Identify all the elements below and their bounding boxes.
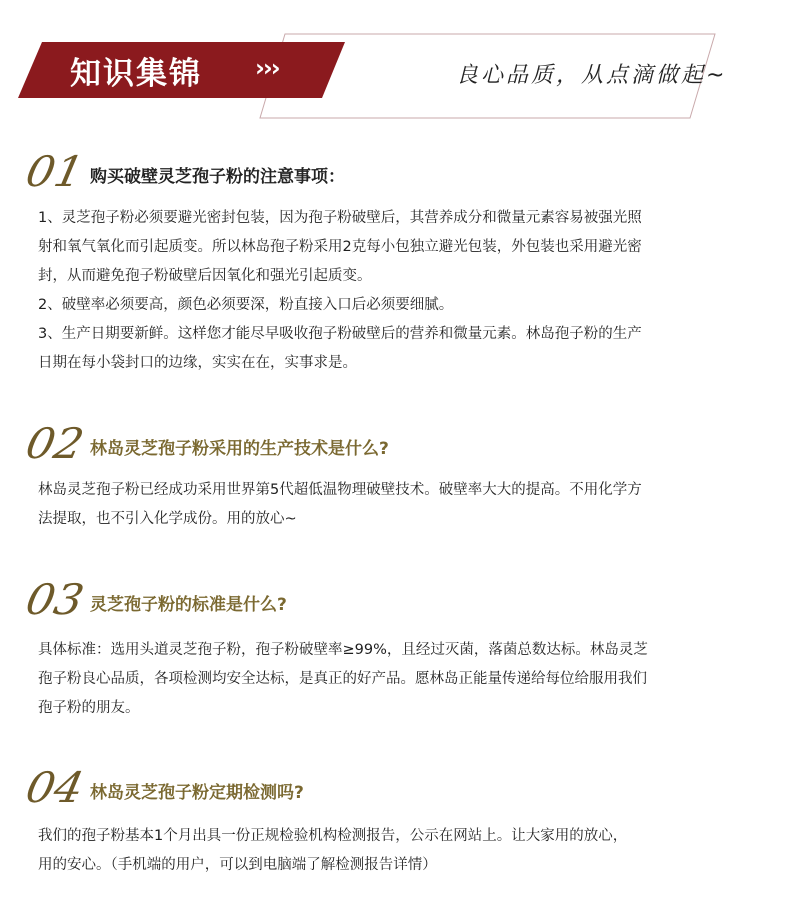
body-line: 孢子粉的朋友。 bbox=[38, 700, 140, 716]
section-heading bbox=[0, 148, 790, 196]
body-line: 日期在每小袋封口的边缘，实实在在，实事求是。 bbox=[38, 355, 357, 371]
section-heading bbox=[0, 576, 790, 624]
chevrons-right-icon: ››› bbox=[255, 54, 279, 82]
banner-title: 知识集锦 bbox=[70, 56, 202, 92]
body-line: 3、生产日期要新鲜。这样您才能尽早吸收孢子粉破壁后的营养和微量元素。林岛孢子粉的生产 bbox=[38, 326, 642, 342]
section-heading bbox=[0, 764, 790, 812]
section-number: 03 bbox=[21, 575, 89, 624]
section-heading bbox=[0, 420, 790, 468]
section-number: 01 bbox=[21, 147, 89, 196]
section-4 bbox=[0, 764, 790, 880]
section-title: 林岛灵芝孢子粉定期检测吗? bbox=[90, 783, 304, 803]
section-number: 02 bbox=[21, 419, 89, 468]
header-banner bbox=[0, 0, 790, 130]
slogan-text: 良心品质，从点滴做起~ bbox=[456, 63, 728, 88]
section-title: 林岛灵芝孢子粉采用的生产技术是什么? bbox=[90, 439, 389, 459]
section-body bbox=[0, 204, 790, 378]
body-line: 法提取，也不引入化学成份。用的放心~ bbox=[38, 511, 297, 527]
section-title: 灵芝孢子粉的标准是什么? bbox=[90, 595, 287, 615]
body-line: 孢子粉良心品质，各项检测均安全达标，是真正的好产品。愿林岛正能量传递给每位给服用我们 bbox=[38, 671, 647, 687]
body-line: 1、灵芝孢子粉必须要避光密封包装，因为孢子粉破壁后，其营养成分和微量元素容易被强光照 bbox=[38, 210, 642, 226]
section-1 bbox=[0, 148, 790, 378]
section-number: 04 bbox=[21, 763, 89, 812]
body-line: 具体标准：选用头道灵芝孢子粉，孢子粉破壁率≥99%，且经过灭菌，落菌总数达标。林岛灵芝 bbox=[38, 642, 648, 658]
section-2 bbox=[0, 420, 790, 534]
body-line: 封，从而避免孢子粉破壁后因氧化和强光引起质变。 bbox=[38, 268, 372, 284]
section-body bbox=[0, 636, 790, 723]
body-line: 2、破壁率必须要高，颜色必须要深，粉直接入口后必须要细腻。 bbox=[38, 297, 454, 313]
section-body bbox=[0, 822, 790, 880]
section-title: 购买破壁灵芝孢子粉的注意事项： bbox=[90, 167, 345, 187]
body-line: 林岛灵芝孢子粉已经成功采用世界第5代超低温物理破壁技术。破壁率大大的提高。不用化学方 bbox=[38, 482, 642, 498]
body-line: 射和氧气氧化而引起质变。所以林岛孢子粉采用2克每小包独立避光包装，外包装也采用避光密 bbox=[38, 239, 642, 255]
body-line: 我们的孢子粉基本1个月出具一份正规检验机构检测报告，公示在网站上。让大家用的放心， bbox=[38, 828, 628, 844]
section-3 bbox=[0, 576, 790, 723]
section-body bbox=[0, 476, 790, 534]
body-line: 用的安心。（手机端的用户，可以到电脑端了解检测报告详情） bbox=[38, 857, 437, 873]
